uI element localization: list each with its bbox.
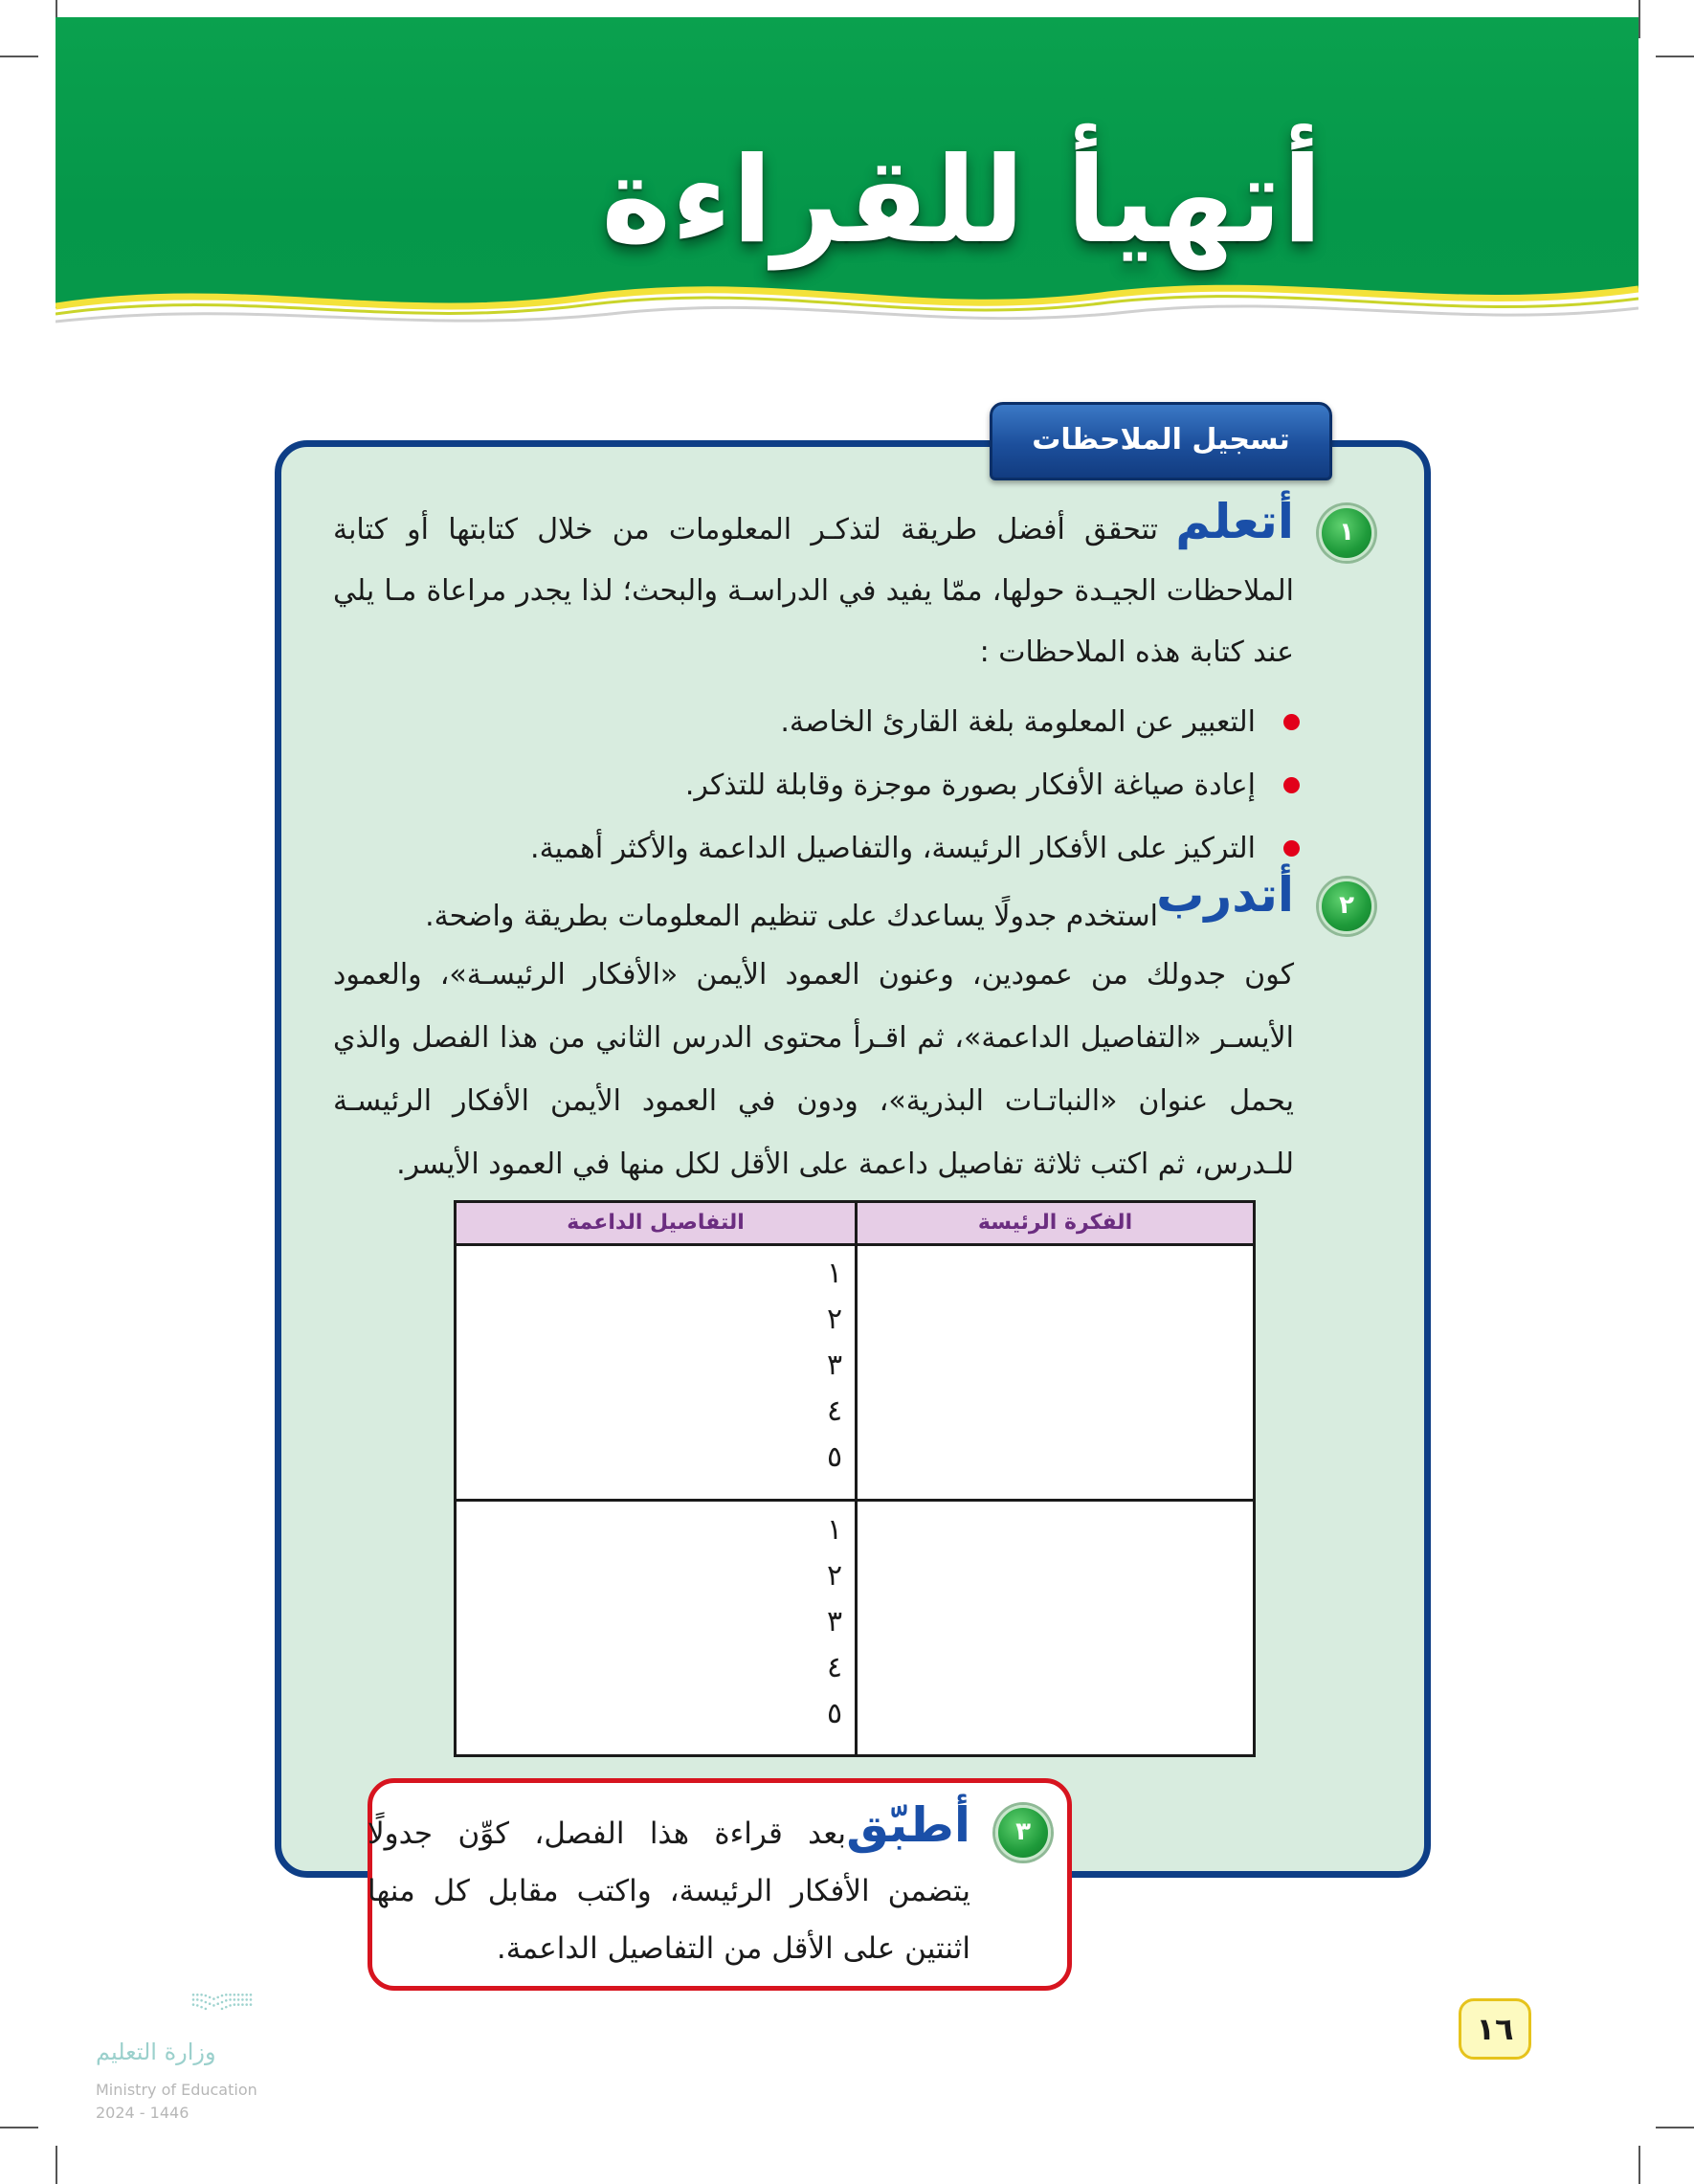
crop-mark — [1656, 2127, 1694, 2128]
banner-wave-decoration — [56, 270, 1638, 337]
crop-mark — [0, 2127, 38, 2128]
crop-mark — [1638, 2146, 1640, 2184]
apply-paragraph — [368, 1805, 970, 1977]
table-row-divider — [457, 1499, 1253, 1502]
row-number: ٢ — [826, 1303, 843, 1336]
crop-mark — [1638, 0, 1640, 38]
learn-keyword: أتعلم — [1175, 494, 1294, 549]
row-number: ٥ — [826, 1697, 843, 1730]
row-number: ٥ — [826, 1440, 843, 1474]
row-number: ٢ — [826, 1559, 843, 1593]
learn-paragraph — [333, 500, 1294, 683]
crop-mark — [56, 2146, 57, 2184]
row-number: ٤ — [826, 1394, 843, 1428]
page-number: ١٦ — [1459, 1998, 1531, 2060]
crop-mark — [0, 56, 38, 57]
practice-keyword: أتدرب — [1156, 867, 1294, 923]
bullet-dot-icon — [1283, 714, 1300, 730]
row-number: ٤ — [826, 1651, 843, 1684]
apply-keyword: أطبّق — [846, 1797, 970, 1853]
row-number: ٣ — [826, 1605, 843, 1638]
table-header-main-idea: الفكرة الرئيسة — [977, 1211, 1133, 1235]
table-header-supporting-details: التفاصيل الداعمة — [567, 1211, 745, 1235]
row-number: ١ — [826, 1257, 843, 1290]
bullet-text: التركيز على الأفكار الرئيسة، والتفاصيل الداعمة والأكثر أهمية. — [530, 832, 1256, 865]
page-title: أتهيأ للقراءة — [601, 132, 1323, 270]
bullet-text: إعادة صياغة الأفكار بصورة موجزة وقابلة للتذكر. — [684, 769, 1256, 802]
bullet-dot-icon — [1283, 777, 1300, 793]
apply-text: بعد قراءة هذا الفصل، كوِّن جدولًا يتضمن الأفكار الرئيسة، واكتب مقابل كل منها اثنتين على الأقل من التفاصيل الداعمة. — [368, 1816, 970, 1966]
notes-table — [454, 1200, 1256, 1757]
section-tab: تسجيل الملاحظات — [990, 402, 1332, 480]
ministry-name-arabic: وزارة التعليم — [96, 2039, 216, 2065]
table-column-divider — [855, 1203, 858, 1754]
list-item — [343, 691, 1300, 754]
practice-paragraph: كون جدولك من عمودين، وعنون العمود الأيمن «الأفكار الرئيسـة»، والعمود الأيسـر «التفاصيل الداعمة»، ثم اقـرأ محتوى الدرس الثاني من هذا الفصل والذي يحمل عنوان «النباتـات البذرية»، ودون في العمود الأيمن الأفكار الرئيسـة للـدرس، ثم اكتب ثلاثة تفاصيل داعمة على الأقل لكل منها في العمود الأيسر. — [333, 958, 1294, 1181]
row-number: ٣ — [826, 1348, 843, 1382]
crop-mark — [1656, 56, 1694, 57]
step-number-badge: ١ — [1319, 505, 1374, 561]
practice-intro: استخدم جدولًا يساعدك على تنظيم المعلومات بطريقة واضحة. — [425, 900, 1158, 933]
learn-bullet-list — [343, 691, 1300, 880]
row-number: ١ — [826, 1513, 843, 1547]
header-banner — [56, 17, 1638, 333]
step-number-badge: ٣ — [995, 1805, 1051, 1861]
step-number-badge: ٢ — [1319, 879, 1374, 934]
edition-year: 2024 - 1446 — [96, 2104, 189, 2122]
list-item — [343, 754, 1300, 817]
ministry-name-english: Ministry of Education — [96, 2081, 257, 2099]
bullet-dot-icon — [1283, 840, 1300, 857]
bullet-text: التعبير عن المعلومة بلغة القارئ الخاصة. — [780, 705, 1256, 739]
learn-text: تتحقق أفضل طريقة لتذكـر المعلومات من خلال كتابتها أو كتابة الملاحظات الجيـدة حولها، ممّا يفيد في الدراسـة والبحث؛ لذا يجدر مراعاة مـا يلي عند كتابة هذه الملاحظات : — [333, 513, 1294, 669]
